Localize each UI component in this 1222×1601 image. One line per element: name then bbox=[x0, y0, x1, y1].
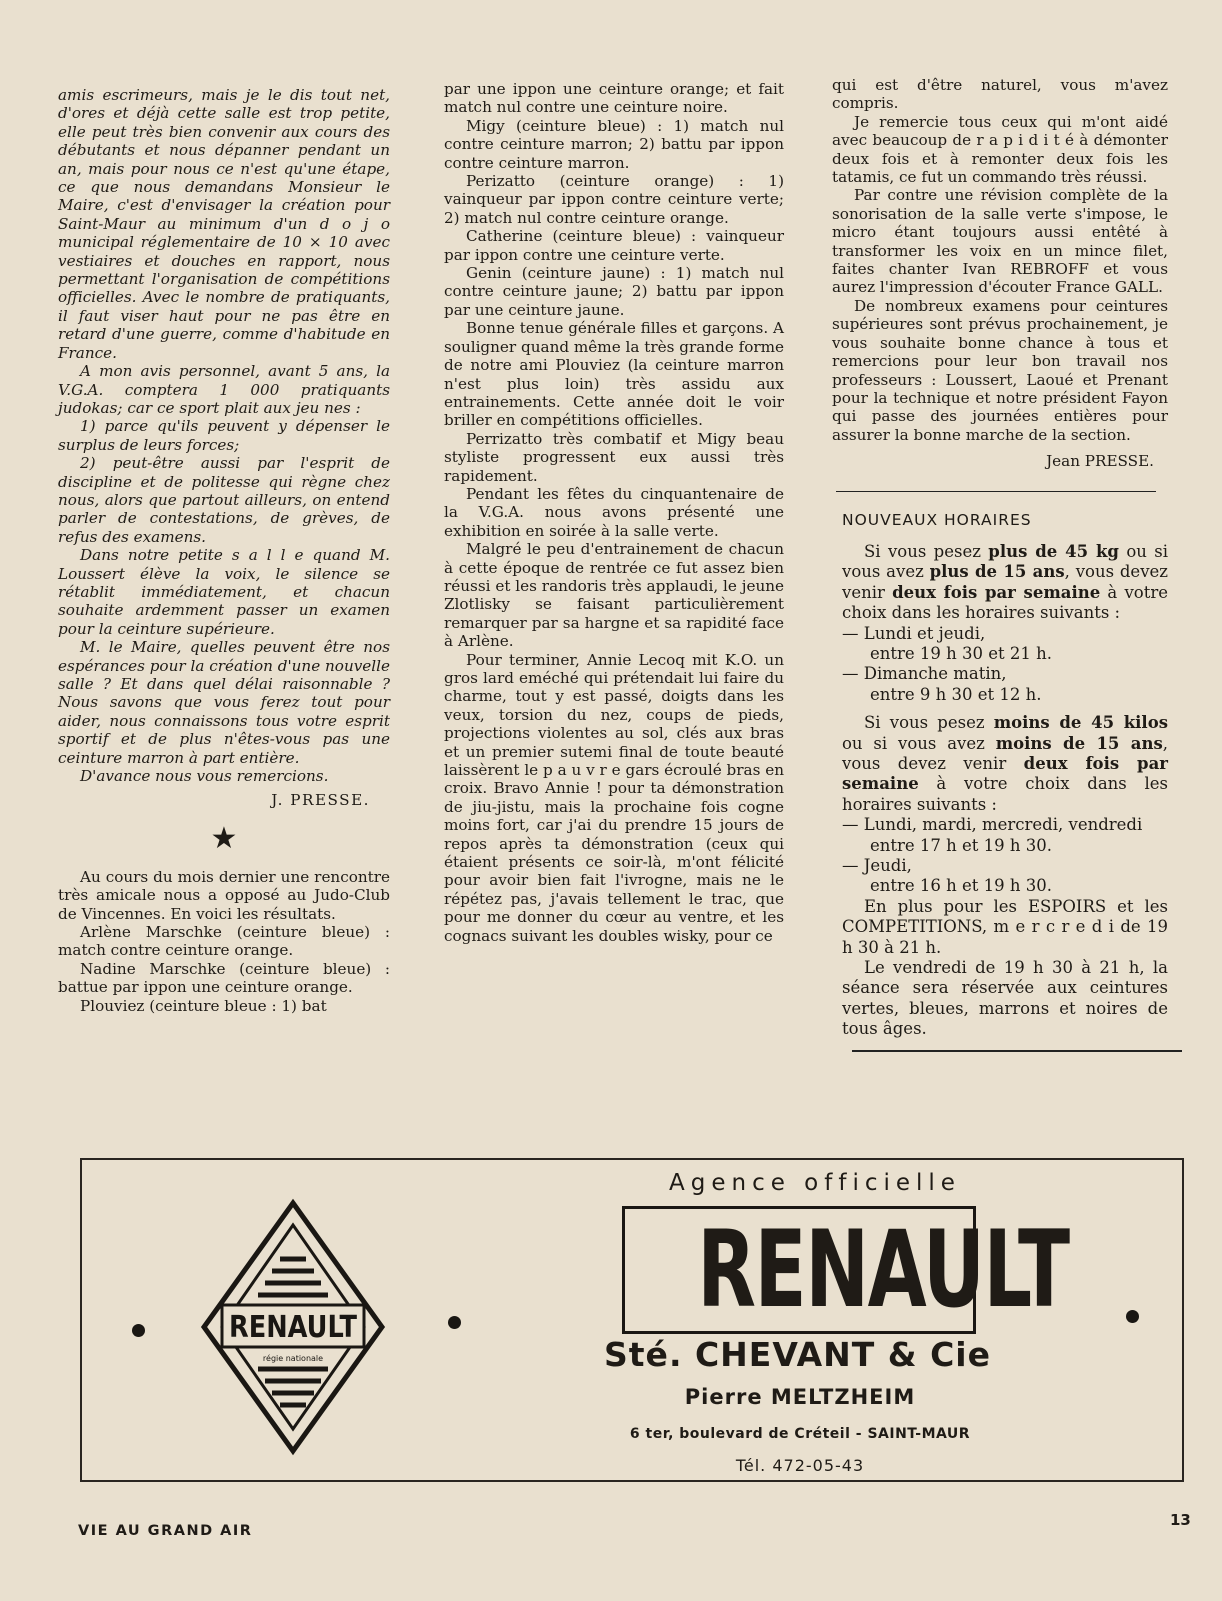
paragraph: Perizatto (ceinture orange) : 1) vainqueur par ippon contre ceinture verte; 2) match nul contre ceinture orange. bbox=[444, 172, 784, 227]
schedule-time: entre 17 h et 19 h 30. bbox=[870, 835, 1053, 855]
bullet-dot-icon bbox=[448, 1316, 461, 1329]
ad-contact-person: Pierre MELTZHEIM bbox=[684, 1385, 916, 1409]
paragraph: 2) peut-être aussi par l'esprit de discipline et de politesse qui règne chez nous, alors que partout ailleurs, on entend parler de contestations, de grèves, de refus des examens. bbox=[58, 454, 390, 546]
paragraph: Bonne tenue générale filles et garçons. A souligner quand même la très grande forme de notre ami Plouviez (la ceinture marron n'est plus loin) très assidu aux entrainements. Cette année doit le voir briller en compétitions officielles. bbox=[444, 319, 784, 430]
match-results bbox=[58, 868, 390, 1015]
column-1 bbox=[58, 86, 390, 1015]
paragraph: Dans notre petite s a l l e quand M. Loussert élève la voix, le silence se rétablit immédiatement, et chacun souhaite ardemment passer un examen pour la ceinture supérieure. bbox=[58, 546, 390, 638]
ad-agence-officielle: Agence officielle bbox=[669, 1170, 961, 1196]
publication-name: VIE AU GRAND AIR bbox=[78, 1523, 253, 1539]
paragraph: Je remercie tous ceux qui m'ont aidé avec beaucoup de r a p i d i t é à démonter deux fois et à remonter deux fois les tatamis, ce fut un commando très réussi. bbox=[832, 112, 1168, 187]
paragraph: Pour terminer, Annie Lecoq mit K.O. un gros lard eméché qui prétendait lui faire du charme, tout y est passé, doigts dans les veux, torsion du nez, coups de pieds, projections violentes au sol, clés aux bras et un premier sutemi final de toute beauté laissèrent le p a u v r e gars écroulé bras en croix. Bravo Annie ! pour ta démonstration de jiu-jistu, mais la prochaine fois cogne moins fort, car j'ai du prendre 15 jours de repos après ta démonstration (ceux qui étaient présents ce soir-là, m'ont félicité pour avoir bien fait l'ivrogne, mais ne le répétez pas, j'avais tellement le trac, que pour me donner du cœur au ventre, et les cognacs suivant les doubles wisky, pour ce bbox=[444, 650, 784, 945]
horaires-title: NOUVEAUX HORAIRES bbox=[842, 510, 1032, 529]
paragraph: Malgré le peu d'entrainement de chacun à cette époque de rentrée ce fut assez bien réussi et les randoris très applaudi, le jeune Zlotlisky se faisant particulièrement remarquer par sa hargne et sa rapidité face à Arlène. bbox=[444, 540, 784, 651]
paragraph: qui est d'être naturel, vous m'avez compris. bbox=[832, 76, 1168, 113]
schedule-time: entre 9 h 30 et 12 h. bbox=[870, 684, 1042, 704]
paragraph: 1) parce qu'ils peuvent y dépenser le surplus de leurs forces; bbox=[58, 417, 390, 454]
column-3 bbox=[832, 76, 1168, 1052]
paragraph: Genin (ceinture jaune) : 1) match nul contre ceinture jaune; 2) battu par ippon par une ceinture jaune. bbox=[444, 264, 784, 319]
renault-diamond-logo bbox=[202, 1201, 384, 1453]
ad-phone: Tél. 472-05-43 bbox=[735, 1456, 865, 1475]
bullet-dot-icon bbox=[1126, 1310, 1139, 1323]
paragraph: amis escrimeurs, mais je le dis tout net, d'ores et déjà cette salle est trop petite, elle peut très bien convenir aux cours des débutants et nous dépanner pendant un an, mais pour nous ce n'est qu'une étape, ce que nous demandans Monsieur le Maire, c'est d'envisager la création pour Saint-Maur au minimum d'un d o j o municipal réglementaire de 10 × 10 avec vestiaires et douches en rapport, nous permettant l'organisation de compétitions officielles. Avec le nombre de pratiquants, il faut viser haut pour ne pas être en retard d'une guerre, comme d'habitude en France. bbox=[58, 86, 390, 362]
paragraph: De nombreux examens pour ceintures supérieures sont prévus prochainement, je vous souhaite bonne chance à tous et remercions pour leur bon travail nos professeurs : Loussert, Laoué et Prenant pour la technique et notre président Fayon qui passe des journées entières pour assurer la bonne marche de la section. bbox=[832, 296, 1168, 444]
schedule-time: entre 16 h et 19 h 30. bbox=[870, 876, 1053, 896]
paragraph: Arlène Marschke (ceinture bleue) : match contre ceinture orange. bbox=[58, 923, 390, 960]
horaires-paragraph-4: Le vendredi de 19 h 30 à 21 h, la séance sera réservée aux ceintures vertes, bleues, marrons et noires de tous âges. bbox=[842, 958, 1168, 1039]
bullet-dot-icon bbox=[132, 1324, 145, 1337]
page-number: 13 bbox=[1170, 1511, 1191, 1529]
signature: Jean PRESSE. bbox=[1046, 452, 1154, 471]
divider bbox=[836, 491, 1156, 492]
ad-border-gap bbox=[404, 1155, 1180, 1158]
paragraph: M. le Maire, quelles peuvent être nos espérances pour la création d'une nouvelle salle ? Et dans quel délai raisonnable ? Nous savons que vous ferez tout pour aider, nous connaissons tous votre esprit sportif et de plus n'êtes-vous pas une ceinture marron à part entière. bbox=[58, 638, 390, 767]
column-2 bbox=[444, 80, 784, 945]
ad-brand-wordmark: RENAULT bbox=[622, 1206, 976, 1334]
ad-address: 6 ter, boulevard de Créteil - SAINT-MAUR bbox=[629, 1426, 971, 1442]
schedule-line: — Lundi et jeudi, bbox=[842, 623, 986, 643]
paragraph: Perrizatto très combatif et Migy beau styliste progressent eux aussi très rapidement. bbox=[444, 429, 784, 485]
horaires-paragraph-1: Si vous pesez plus de 45 kg ou si vous avez plus de 15 ans, vous devez venir deux fois par semaine à votre choix dans les horaires suivants : bbox=[842, 541, 1169, 623]
ad-company-name: Sté. CHEVANT & Cie bbox=[604, 1335, 991, 1374]
paragraph: Migy (ceinture bleue) : 1) match nul contre ceinture marron; 2) battu par ippon contre ceinture marron. bbox=[444, 116, 784, 172]
schedule-time: entre 19 h 30 et 21 h. bbox=[870, 643, 1053, 663]
schedule-line: — Lundi, mardi, mercredi, vendredi bbox=[842, 815, 1143, 835]
signature: J. PRESSE. bbox=[271, 791, 370, 810]
paragraph: D'avance nous vous remercions. bbox=[80, 767, 329, 786]
paragraph: Par contre une révision complète de la sonorisation de la salle verte s'impose, le micro étant toujours aussi entêté à transformer les voix en un mince filet, faites chanter Ivan REBROFF et vous aurez l'impression d'écouter France GALL. bbox=[832, 186, 1168, 297]
horaires-paragraph-3: En plus pour les ESPOIRS et les COMPETITIONS, m e r c r e d i de 19 h 30 à 21 h. bbox=[842, 896, 1168, 957]
paragraph: Au cours du mois dernier une rencontre très amicale nous a opposé au Judo-Club de Vincennes. En voici les résultats. bbox=[58, 867, 390, 923]
horaires-box bbox=[832, 510, 1168, 1052]
paragraph: par une ippon une ceinture orange; et fait match nul contre une ceinture noire. bbox=[444, 80, 784, 117]
paragraph: Pendant les fêtes du cinquantenaire de la V.G.A. nous avons présenté une exhibition en soirée à la salle verte. bbox=[444, 484, 784, 540]
logo-text: RENAULT bbox=[229, 1310, 358, 1345]
paragraph: Plouviez (ceinture bleue : 1) bat bbox=[80, 996, 327, 1015]
paragraph: Catherine (ceinture bleue) : vainqueur par ippon contre une ceinture verte. bbox=[444, 227, 784, 264]
star-separator-icon: ★ bbox=[210, 820, 238, 856]
divider bbox=[852, 1050, 1182, 1052]
paragraph: Nadine Marschke (ceinture bleue) : battue par ippon une ceinture orange. bbox=[58, 959, 390, 997]
schedule-line: — Jeudi, bbox=[842, 856, 912, 876]
logo-subtext: régie nationale bbox=[262, 1354, 324, 1363]
schedule-line: — Dimanche matin, bbox=[842, 664, 1007, 684]
horaires-paragraph-2: Si vous pesez moins de 45 kilos ou si vous avez moins de 15 ans, vous devez venir deux fois par semaine à votre choix dans les horaires suivants : bbox=[842, 713, 1168, 814]
paragraph: A mon avis personnel, avant 5 ans, la V.G.A. comptera 1 000 pratiquants judokas; car ce sport plait aux jeu nes : bbox=[58, 362, 390, 417]
